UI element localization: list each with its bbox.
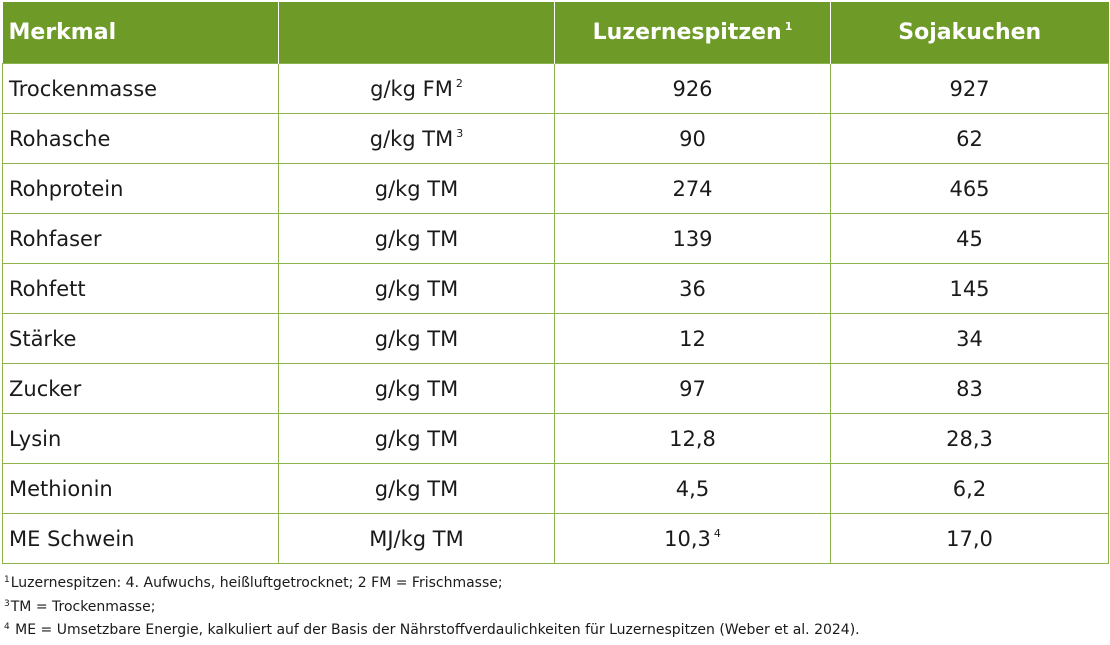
table-row (3, 514, 1109, 564)
header-merkmal (3, 2, 279, 64)
table-row (3, 214, 1109, 264)
cell-merkmal: Lysin (3, 414, 279, 464)
cell-unit (279, 514, 555, 564)
cell-merkmal: Trockenmasse (3, 64, 279, 114)
nutrient-table (2, 2, 1109, 564)
cell-luzernespitzen-value: 274 (672, 176, 713, 201)
table-row (3, 364, 1109, 414)
cell-merkmal: Rohfett (3, 264, 279, 314)
cell-unit-text: g/kg TM (374, 176, 459, 201)
cell-luzernespitzen (555, 364, 831, 414)
header-luzernespitzen-label: Luzernespitzen (592, 20, 782, 45)
cell-sojakuchen: 17,0 (831, 514, 1109, 564)
footnote-line (4, 594, 1104, 618)
header-sojakuchen-label: Sojakuchen (898, 20, 1042, 45)
footnotes (4, 570, 1104, 641)
cell-luzernespitzen-value: 90 (679, 126, 706, 151)
cell-unit-text: g/kg TM (374, 276, 459, 301)
cell-unit-text: g/kg TM (374, 476, 459, 501)
cell-luzernespitzen-footnote-mark: 4 (713, 526, 721, 540)
cell-unit (279, 264, 555, 314)
cell-unit-text: g/kg FM (370, 76, 453, 101)
header-unit (279, 2, 555, 64)
cell-unit (279, 164, 555, 214)
cell-luzernespitzen-value: 36 (679, 276, 706, 301)
header-luzernespitzen-footnote-mark: 1 (784, 20, 793, 33)
table-row (3, 64, 1109, 114)
cell-unit (279, 364, 555, 414)
footnote-mark: 4 (4, 622, 10, 632)
cell-sojakuchen: 83 (831, 364, 1109, 414)
cell-unit-text: MJ/kg TM (369, 526, 464, 551)
cell-luzernespitzen (555, 164, 831, 214)
cell-luzernespitzen (555, 214, 831, 264)
cell-unit-text: g/kg TM (369, 126, 454, 151)
cell-sojakuchen: 6,2 (831, 464, 1109, 514)
cell-unit-footnote-mark: 3 (456, 126, 464, 140)
cell-unit (279, 464, 555, 514)
cell-luzernespitzen (555, 414, 831, 464)
cell-sojakuchen: 465 (831, 164, 1109, 214)
cell-unit-footnote-mark: 2 (455, 76, 463, 90)
cell-unit-text: g/kg TM (374, 376, 459, 401)
table-row (3, 114, 1109, 164)
footnote-mark: 1 (4, 575, 10, 585)
cell-merkmal: Methionin (3, 464, 279, 514)
table-row (3, 264, 1109, 314)
cell-sojakuchen: 62 (831, 114, 1109, 164)
cell-unit (279, 314, 555, 364)
cell-sojakuchen: 34 (831, 314, 1109, 364)
cell-sojakuchen: 145 (831, 264, 1109, 314)
cell-sojakuchen: 45 (831, 214, 1109, 264)
table-header (3, 2, 1109, 64)
cell-luzernespitzen-value: 139 (672, 226, 713, 251)
cell-luzernespitzen (555, 314, 831, 364)
table-body (3, 64, 1109, 564)
footnote-text: Luzernespitzen: 4. Aufwuchs, heißluftgetrocknet; 2 FM = Frischmasse; (10, 575, 503, 591)
cell-luzernespitzen (555, 514, 831, 564)
footnote-text: ME = Umsetzbare Energie, kalkuliert auf der Basis der Nährstoffverdaulichkeiten für Luzernespitzen (Weber et al. 2024). (10, 622, 860, 638)
cell-merkmal: Rohasche (3, 114, 279, 164)
cell-luzernespitzen (555, 114, 831, 164)
cell-unit-text: g/kg TM (374, 426, 459, 451)
cell-sojakuchen: 927 (831, 64, 1109, 114)
cell-luzernespitzen-value: 926 (672, 76, 713, 101)
header-sojakuchen (831, 2, 1109, 64)
table-row (3, 414, 1109, 464)
cell-unit (279, 414, 555, 464)
cell-luzernespitzen-value: 12,8 (669, 426, 716, 451)
header-luzernespitzen (555, 2, 831, 64)
cell-merkmal: Rohfaser (3, 214, 279, 264)
footnote-mark: 3 (4, 598, 10, 609)
cell-unit-text: g/kg TM (374, 326, 459, 351)
header-row (3, 2, 1109, 64)
cell-merkmal: Rohprotein (3, 164, 279, 214)
cell-unit (279, 214, 555, 264)
cell-luzernespitzen-value: 12 (679, 326, 706, 351)
cell-luzernespitzen-value: 10,3 (664, 526, 711, 551)
header-merkmal-label: Merkmal (8, 20, 117, 45)
footnote-line (4, 570, 1104, 594)
table-row (3, 464, 1109, 514)
cell-luzernespitzen-value: 4,5 (675, 476, 710, 501)
cell-luzernespitzen (555, 264, 831, 314)
footnote-text: TM = Trockenmasse; (10, 598, 156, 615)
footnote-line (4, 617, 1104, 641)
table-row (3, 164, 1109, 214)
cell-luzernespitzen-value: 97 (679, 376, 706, 401)
cell-merkmal: Stärke (3, 314, 279, 364)
cell-merkmal: Zucker (3, 364, 279, 414)
cell-unit-text: g/kg TM (374, 226, 459, 251)
cell-merkmal: ME Schwein (3, 514, 279, 564)
cell-luzernespitzen (555, 464, 831, 514)
cell-unit (279, 114, 555, 164)
cell-sojakuchen: 28,3 (831, 414, 1109, 464)
cell-luzernespitzen (555, 64, 831, 114)
cell-unit (279, 64, 555, 114)
table-row (3, 314, 1109, 364)
